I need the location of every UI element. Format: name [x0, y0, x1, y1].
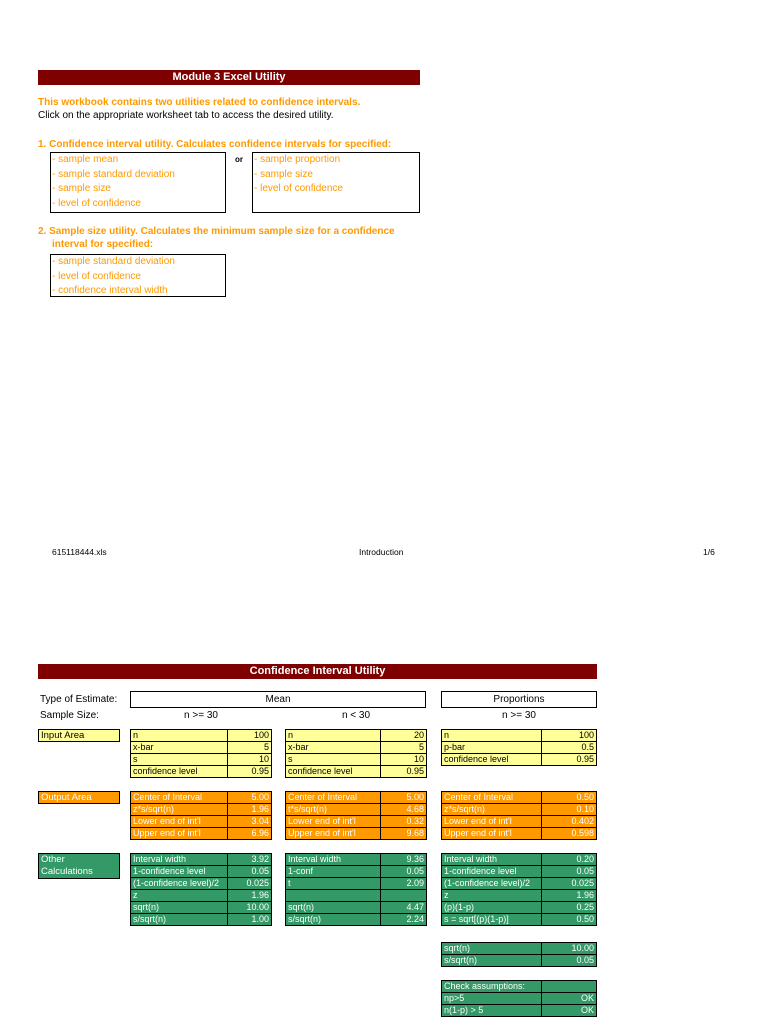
row-value: 2.09 — [381, 878, 427, 890]
table-row — [286, 792, 427, 804]
table-row — [286, 913, 427, 925]
sample-size-input-line: - confidence interval width — [52, 285, 168, 296]
table-row — [131, 854, 272, 866]
table-row — [442, 792, 597, 804]
table-row — [442, 955, 597, 967]
table-row — [442, 742, 597, 754]
table-row — [442, 754, 597, 766]
table-row — [131, 828, 272, 840]
proportion-input-line: - sample size — [254, 168, 313, 180]
table-row — [131, 804, 272, 816]
table-row — [131, 742, 272, 754]
row-value[interactable]: 10 — [381, 754, 427, 766]
output-table-mean-large — [130, 791, 272, 840]
row-value: 0.05 — [228, 866, 272, 878]
table-row — [131, 878, 272, 890]
row-value: 1.00 — [228, 914, 272, 926]
row-value: 0.25 — [542, 902, 597, 914]
row-label: (1-confidence level)/2 — [442, 878, 542, 890]
row-label: sqrt(n) — [286, 901, 381, 913]
table-row — [286, 901, 427, 913]
row-label: 1-conf — [286, 866, 381, 878]
table-row — [286, 766, 427, 778]
row-value: 6.96 — [228, 828, 272, 840]
row-label: sqrt(n) — [131, 902, 228, 914]
table-row — [131, 890, 272, 902]
table-row — [442, 993, 597, 1005]
table-row — [286, 804, 427, 816]
table-row — [442, 730, 597, 742]
module-title: Module 3 Excel Utility — [172, 71, 286, 83]
row-value: 3.04 — [228, 816, 272, 828]
row-label: Upper end of int'l — [286, 828, 381, 840]
row-label: Lower end of int'l — [131, 816, 228, 828]
input-table-proportions — [441, 729, 597, 766]
row-label: sqrt(n) — [442, 943, 542, 955]
mean-input-line: - level of confidence — [52, 197, 141, 209]
row-value[interactable]: 0.5 — [542, 742, 597, 754]
row-label: z — [131, 890, 228, 902]
input-table-mean-small — [285, 729, 427, 778]
row-value: 10.00 — [228, 902, 272, 914]
row-label: x-bar — [286, 742, 381, 754]
footer-filename: 615118444.xls — [52, 547, 107, 557]
row-label: s/sqrt(n) — [131, 914, 228, 926]
row-label: p-bar — [442, 742, 542, 754]
table-row — [286, 878, 427, 890]
table-row — [442, 866, 597, 878]
table-row — [286, 828, 427, 840]
row-value[interactable]: 5 — [228, 742, 272, 754]
sqrt-table-proportions — [441, 942, 597, 967]
row-value: 10.00 — [542, 943, 597, 955]
row-value: 5.00 — [228, 792, 272, 804]
row-label — [286, 890, 381, 902]
row-label: t*s/sqrt(n) — [286, 804, 381, 816]
row-value: 2.24 — [381, 913, 427, 925]
row-value: 1.96 — [228, 890, 272, 902]
row-value[interactable]: 20 — [381, 730, 427, 742]
table-row — [131, 914, 272, 926]
check-header-row — [442, 981, 597, 993]
table-row — [442, 1005, 597, 1017]
row-label: Center of Interval — [442, 792, 542, 804]
other-calc-table-mean-small — [285, 853, 427, 926]
check-label: np>5 — [442, 993, 542, 1005]
other-calculations-label — [38, 853, 120, 879]
mean-input-line: - sample mean — [52, 154, 119, 165]
table-row — [131, 792, 272, 804]
input-table-mean-large — [130, 729, 272, 778]
row-value: 3.92 — [228, 854, 272, 866]
proportions-header: Proportions — [441, 691, 597, 708]
row-value: 4.47 — [381, 901, 427, 913]
row-label: confidence level — [286, 766, 381, 778]
intro-plain-text: Click on the appropriate worksheet tab to access the desired utility. — [38, 110, 334, 121]
table-row — [442, 943, 597, 955]
sample-size-label: Sample Size: — [40, 710, 99, 721]
table-row — [442, 804, 597, 816]
row-label: n — [442, 730, 542, 742]
row-value: 0.025 — [228, 878, 272, 890]
other-calc-table-proportions — [441, 853, 597, 926]
check-assumptions-table — [441, 980, 597, 1017]
row-label: Lower end of int'l — [286, 816, 381, 828]
item2-heading-line2: interval for specified: — [52, 239, 154, 250]
row-label: (p)(1-p) — [442, 902, 542, 914]
proportion-input-line: - level of confidence — [254, 183, 343, 194]
item1-heading: 1. Confidence interval utility. Calculates confidence intervals for specified: — [38, 139, 392, 150]
row-label: s/sqrt(n) — [442, 955, 542, 967]
row-label: t — [286, 878, 381, 890]
item2-heading-line1: 2. Sample size utility. Calculates the minimum sample size for a confidence — [38, 226, 395, 237]
row-label: Upper end of int'l — [442, 828, 542, 840]
row-label: n — [286, 730, 381, 742]
check-result: OK — [542, 1005, 597, 1017]
table-row — [131, 730, 272, 742]
check-assumptions-header: Check assumptions: — [442, 981, 542, 993]
sample-size-input-line: - sample standard deviation — [52, 256, 175, 267]
table-row — [286, 890, 427, 902]
col3-sample-size: n >= 30 — [502, 710, 536, 721]
row-value: 0.05 — [381, 866, 427, 878]
check-header-blank — [542, 981, 597, 993]
row-label: confidence level — [442, 754, 542, 766]
row-value: 0.402 — [542, 816, 597, 828]
table-row — [131, 902, 272, 914]
other-calc-table-mean-large — [130, 853, 272, 926]
sample-size-input-line: - level of confidence — [52, 270, 141, 282]
input-area-label: Input Area — [38, 729, 120, 742]
output-area-label: Output Area — [38, 791, 120, 804]
col1-sample-size: n >= 30 — [184, 710, 218, 721]
row-value[interactable]: 10 — [228, 754, 272, 766]
row-value: 0.05 — [542, 866, 597, 878]
output-table-mean-small — [285, 791, 427, 840]
footer-page-number: 1/6 — [703, 547, 715, 557]
row-label: Interval width — [286, 854, 381, 866]
row-value: 0.10 — [542, 804, 597, 816]
table-row — [286, 754, 427, 766]
row-label: Interval width — [442, 854, 542, 866]
row-value: 0.05 — [542, 955, 597, 967]
mean-header: Mean — [130, 691, 426, 708]
row-label: 1-confidence level — [442, 866, 542, 878]
row-label: (1-confidence level)/2 — [131, 878, 228, 890]
table-row — [286, 742, 427, 754]
row-value[interactable]: 0.95 — [381, 766, 427, 778]
type-of-estimate-label: Type of Estimate: — [40, 694, 118, 705]
row-value[interactable]: 5 — [381, 742, 427, 754]
proportion-input-line: - sample proportion — [254, 154, 341, 165]
row-value[interactable]: 0.95 — [542, 754, 597, 766]
row-value: 4.68 — [381, 804, 427, 816]
row-value: 9.68 — [381, 828, 427, 840]
or-label: or — [235, 155, 243, 164]
table-row — [442, 902, 597, 914]
row-value: 0.50 — [542, 792, 597, 804]
row-label: confidence level — [131, 766, 228, 778]
row-label: s — [131, 754, 228, 766]
row-value[interactable]: 0.95 — [228, 766, 272, 778]
row-value: 5.00 — [381, 792, 427, 804]
table-row — [131, 754, 272, 766]
row-label: Center of Interval — [131, 792, 228, 804]
check-label: n(1-p) > 5 — [442, 1005, 542, 1017]
table-row — [286, 854, 427, 866]
row-value: 0.20 — [542, 854, 597, 866]
row-value: 0.32 — [381, 816, 427, 828]
table-row — [131, 766, 272, 778]
table-row — [286, 730, 427, 742]
row-value: 0.50 — [542, 914, 597, 926]
ci-utility-title-band — [38, 664, 597, 679]
check-result: OK — [542, 993, 597, 1005]
row-label: n — [131, 730, 228, 742]
output-table-proportions — [441, 791, 597, 840]
ci-utility-title: Confidence Interval Utility — [249, 665, 386, 677]
table-row — [442, 816, 597, 828]
other-calc-line2: Calculations — [41, 866, 93, 877]
sample-size-inputs-box — [50, 254, 226, 297]
table-row — [442, 890, 597, 902]
table-row — [286, 816, 427, 828]
other-calc-line1: Other — [41, 854, 65, 865]
row-value[interactable]: 100 — [542, 730, 597, 742]
row-label: s/sqrt(n) — [286, 913, 381, 925]
row-value[interactable]: 100 — [228, 730, 272, 742]
row-value — [381, 890, 427, 902]
mean-inputs-box — [50, 152, 226, 213]
row-value: 1.96 — [228, 804, 272, 816]
mean-input-line: - sample size — [52, 183, 111, 194]
row-label: z*s/sqrt(n) — [442, 804, 542, 816]
table-row — [442, 878, 597, 890]
row-label: Lower end of int'l — [442, 816, 542, 828]
row-label: s = sqrt[(p)(1-p)] — [442, 914, 542, 926]
table-row — [286, 866, 427, 878]
col2-sample-size: n < 30 — [341, 710, 371, 721]
row-value: 0.025 — [542, 878, 597, 890]
row-label: x-bar — [131, 742, 228, 754]
row-value: 9.36 — [381, 854, 427, 866]
row-value: 1.96 — [542, 890, 597, 902]
row-label: z — [442, 890, 542, 902]
mean-input-line: - sample standard deviation — [52, 168, 175, 180]
row-label: Upper end of int'l — [131, 828, 228, 840]
module-title-band — [38, 70, 420, 85]
table-row — [131, 816, 272, 828]
row-label: Center of Interval — [286, 792, 381, 804]
table-row — [442, 854, 597, 866]
row-value: 0.598 — [542, 828, 597, 840]
table-row — [442, 914, 597, 926]
proportion-inputs-box — [252, 152, 420, 213]
intro-bold-text: This workbook contains two utilities related to confidence intervals. — [38, 97, 361, 108]
row-label: s — [286, 754, 381, 766]
footer-sheet-name: Introduction — [359, 547, 404, 557]
row-label: 1-confidence level — [131, 866, 228, 878]
row-label: Interval width — [131, 854, 228, 866]
row-label: z*s/sqrt(n) — [131, 804, 228, 816]
table-row — [131, 866, 272, 878]
table-row — [442, 828, 597, 840]
